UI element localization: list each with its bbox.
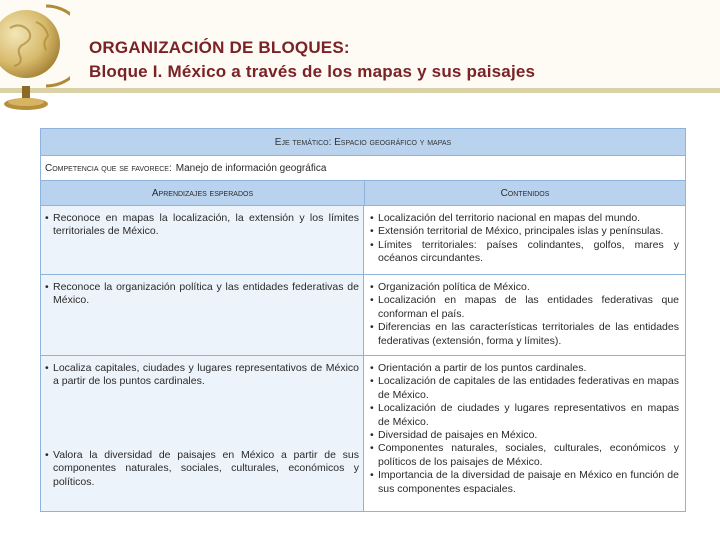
list-item: • Componentes naturales, sociales, culturales, económicos y políticos de los paisajes de México.: [370, 442, 679, 468]
list-item: • Localización de capitales de las entidades federativas en mapas de México.: [370, 375, 679, 401]
list-item: • Importancia de la diversidad de paisaje en México en función de sus componentes espaciales.: [370, 469, 679, 495]
list-item: • Orientación a partir de los puntos cardinales.: [370, 362, 587, 374]
list-item: • Organización política de México.: [370, 281, 530, 293]
list-item: • Reconoce la organización política y las entidades federativas de México.: [45, 281, 359, 307]
contenidos-cell: [364, 356, 685, 512]
column-headers: [41, 181, 685, 206]
eje-tematico-header: Eje temático: Espacio geográfico y mapas: [41, 129, 685, 156]
competencia-label: Competencia que se favorece:: [45, 162, 172, 174]
slide-title: ORGANIZACIÓN DE BLOQUES:: [89, 38, 350, 57]
list-item: • Localiza capitales, ciudades y lugares representativos de México a partir de los puntos cardinales.: [45, 362, 359, 388]
list-item: • Extensión territorial de México, principales islas y penínsulas.: [370, 225, 664, 238]
list-item: • Diversidad de paisajes en México.: [370, 429, 538, 442]
list-item: • Límites territoriales: países colindantes, golfos, mares y océanos circundantes.: [370, 238, 679, 265]
aprendizajes-cell: [41, 356, 364, 512]
list-item: • Localización del territorio nacional en mapas del mundo.: [370, 212, 641, 224]
table-row: [41, 275, 685, 356]
list-item: • Diferencias en las características territoriales de las entidades federativas (extensión, forma y límites).: [370, 321, 679, 347]
column-header-aprendizajes: Aprendizajes esperados: [41, 181, 365, 205]
aprendizajes-cell: [41, 206, 364, 274]
contenidos-cell: [364, 275, 685, 355]
column-header-contenidos: Contenidos: [500, 187, 550, 199]
table-row: [41, 356, 685, 512]
header-rule: [0, 88, 720, 93]
list-item: • Localización de ciudades y lugares representativos en mapas de México.: [370, 402, 679, 428]
aprendizajes-cell: [41, 275, 364, 355]
globe-icon: [0, 0, 70, 112]
list-item: • Reconoce en mapas la localización, la extensión y los límites territoriales de México.: [45, 212, 359, 238]
contenidos-cell: [364, 206, 685, 274]
list-item: • Localización en mapas de las entidades federativas que conforman el país.: [370, 294, 679, 320]
competencia-row: [41, 156, 685, 181]
slide-subtitle: Bloque I. México a través de los mapas y sus paisajes: [89, 62, 536, 81]
table-row: [41, 206, 685, 275]
list-item: • Valora la diversidad de paisajes en México a partir de sus componentes naturales, sociales, culturales, económicos y políticos.: [45, 448, 359, 488]
curriculum-table: [40, 128, 686, 512]
competencia-value: Manejo de información geográfica: [175, 162, 327, 174]
